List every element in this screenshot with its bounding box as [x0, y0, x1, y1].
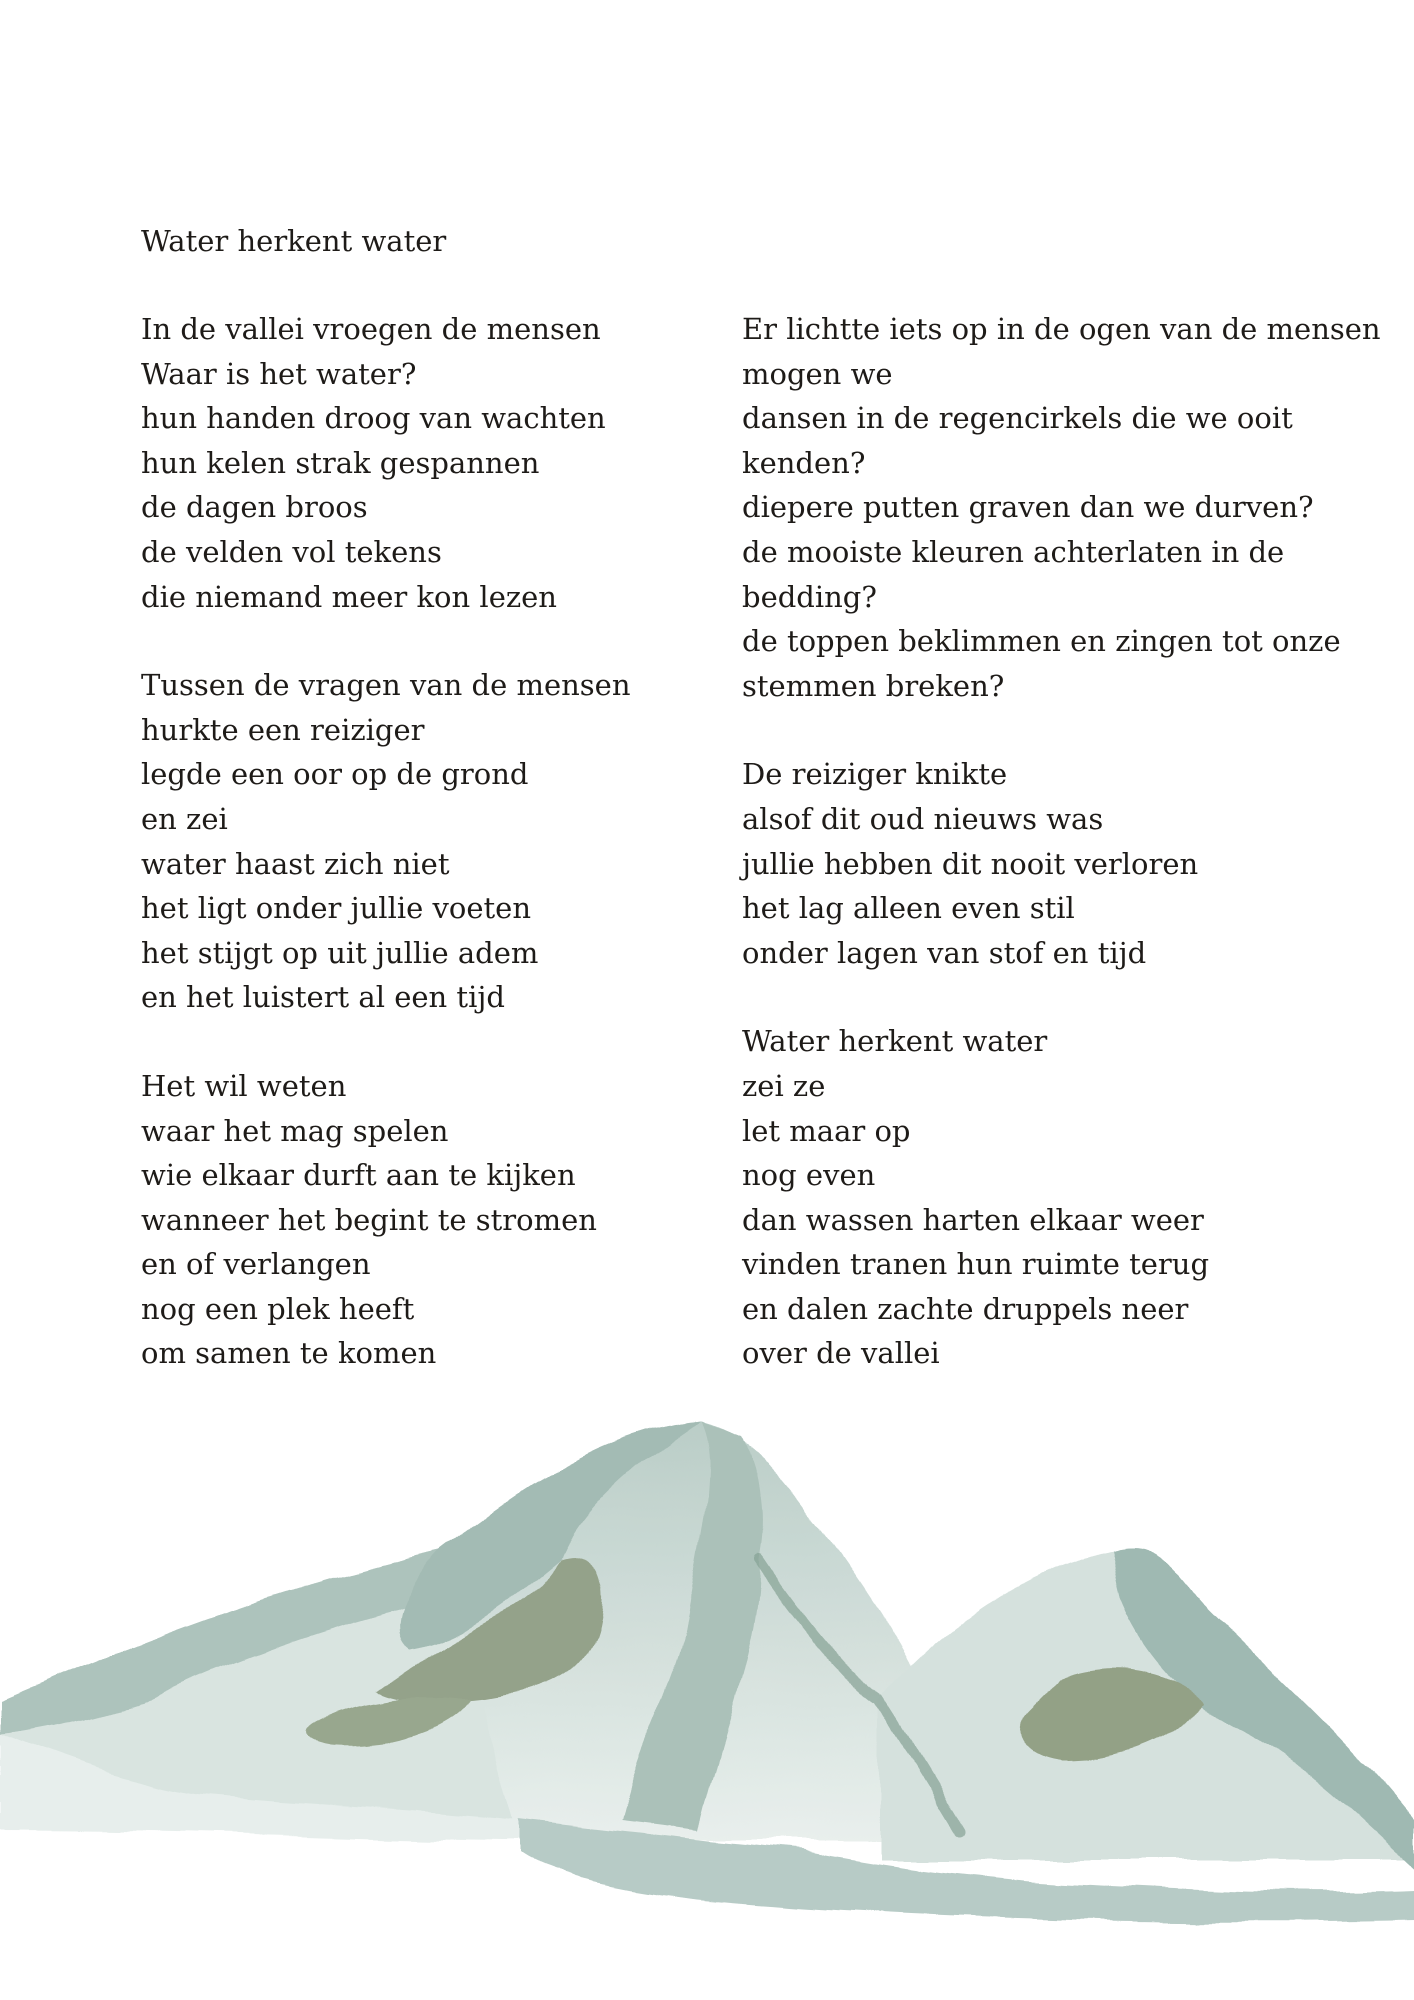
poem-line: Het wil weten — [141, 1068, 347, 1103]
poem-line: stemmen breken? — [742, 668, 1005, 703]
poem-line: wie elkaar durft aan te kijken — [141, 1158, 576, 1193]
poem-line: wanneer het begint te stromen — [141, 1202, 597, 1237]
poem-line: In de vallei vroegen de mensen — [141, 312, 601, 346]
poem-line: bedding? — [742, 579, 877, 614]
stanza — [742, 307, 1381, 708]
stanza — [742, 1019, 1302, 1376]
poem-line: vinden tranen hun ruimte terug — [742, 1247, 1210, 1282]
poem-line: Waar is het water? — [141, 356, 417, 391]
poem-line: en of verlangen — [141, 1247, 371, 1282]
poem-line: jullie hebben dit nooit verloren — [742, 846, 1199, 881]
left-column — [141, 307, 701, 1420]
poem-line: de velden vol tekens — [141, 534, 442, 569]
poem-line: het lag alleen even stil — [742, 891, 1075, 926]
mountain-illustration — [0, 1400, 1414, 2000]
poem-line: het ligt onder jullie voeten — [141, 891, 532, 926]
stanza — [141, 307, 701, 619]
poem-line: legde een oor op de grond — [141, 757, 529, 792]
poem-line: en dalen zachte druppels neer — [742, 1291, 1189, 1326]
poem-line: onder lagen van stof en tijd — [742, 935, 1147, 970]
poem-line: De reiziger knikte — [742, 757, 1008, 792]
stanza — [742, 752, 1302, 975]
poem-line: waar het mag spelen — [141, 1113, 449, 1148]
poem-line: dan wassen harten elkaar weer — [742, 1202, 1204, 1237]
poem-line: kenden? — [742, 445, 866, 480]
stanza — [141, 1064, 701, 1376]
poem-line: de mooiste kleuren achterlaten in de — [742, 534, 1285, 569]
poem-line: mogen we — [742, 356, 893, 391]
right-column — [742, 307, 1381, 1420]
poem-line: om samen te komen — [141, 1336, 437, 1371]
poem-line: alsof dit oud nieuws was — [742, 801, 1104, 836]
poem-line: en zei — [141, 801, 228, 836]
poem-line: het stijgt op uit jullie adem — [141, 935, 539, 970]
poem-title: Water herkent water — [141, 224, 447, 258]
poem-line: Tussen de vragen van de mensen — [141, 668, 631, 703]
poem-line: Water herkent water — [742, 1024, 1048, 1059]
poem-line: die niemand meer kon lezen — [141, 579, 557, 614]
poem-line: over de vallei — [742, 1336, 940, 1371]
stanza — [141, 663, 701, 1020]
poem-line: dansen in de regencirkels die we ooit — [742, 401, 1293, 436]
poem-line: let maar op — [742, 1113, 911, 1148]
poem-line: de dagen broos — [141, 490, 368, 525]
poem-line: en het luistert al een tijd — [141, 980, 505, 1015]
poem-line: hurkte een reiziger — [141, 712, 425, 747]
poem-line: Er lichtte iets op in de ogen van de mensen — [742, 312, 1381, 346]
poem-line: nog even — [742, 1158, 876, 1193]
poem-line: water haast zich niet — [141, 846, 450, 881]
poem-line: de toppen beklimmen en zingen tot onze — [742, 624, 1341, 659]
poem-line: hun handen droog van wachten — [141, 401, 606, 436]
poem-line: diepere putten graven dan we durven? — [742, 490, 1314, 525]
poem-line: zei ze — [742, 1068, 826, 1103]
poem-line: nog een plek heeft — [141, 1291, 415, 1326]
poem-line: hun kelen strak gespannen — [141, 445, 540, 480]
